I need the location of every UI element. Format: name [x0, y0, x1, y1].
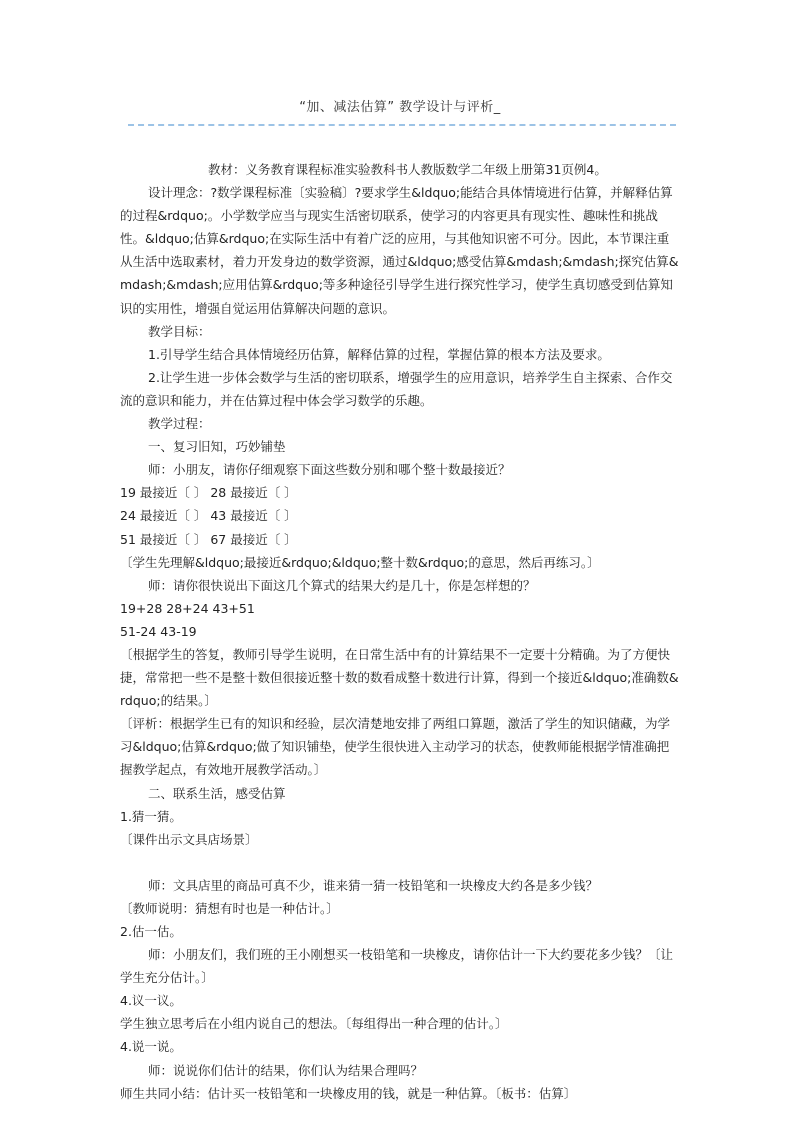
expressions-row-2: 51-24 43-19 — [120, 623, 197, 639]
teacher-explanation: 〔教师说明：猜想有时也是一种估计。〕 — [120, 900, 339, 916]
exercise-row-3: 51 最接近〔 〕 67 最接近〔 〕 — [120, 531, 297, 547]
teacher-question-3: 师：文具店里的商品可真不少，谁来猜一猜一枝铅笔和一块橡皮大约各是多少钱？ — [148, 877, 599, 893]
teacher-question-5: 师：说说你们估计的结果，你们认为结果合理吗？ — [148, 1062, 424, 1078]
section-1-heading: 一、复习旧知，巧妙铺垫 — [148, 439, 286, 455]
step-guess: 1.猜一猜。 — [120, 808, 182, 824]
document-body — [120, 158, 680, 1105]
teacher-guidance: 〔根据学生的答复，教师引导学生说明，在日常生活中有的计算结果不一定要十分精确。为了方便快捷，常常把一些不是整十数但很接近整十数的数看成整十数进行计算，得到一个接近&ldquo;准确数&rdquo;的结果。〕 — [120, 646, 679, 709]
courseware-note: 〔课件出示文具店场景〕 — [120, 831, 258, 847]
group-discussion: 学生独立思考后在小组内说自己的想法。〔每组得出一种合理的估计。〕 — [120, 1016, 508, 1032]
textbook-info: 教材：义务教育课程标准实验教科书人教版数学二年级上册第31页例4。 — [208, 162, 607, 177]
objective-1: 1.引导学生结合具体情境经历估算，解释估算的过程，掌握估算的根本方法及要求。 — [148, 346, 610, 362]
commentary-1: 〔评析：根据学生已有的知识和经验，层次清楚地安排了两组口算题，激活了学生的知识储藏，为学习&ldquo;估算&rdquo;做了知识铺垫，使学生很快进入主动学习的状态，使教师能根据学情准确把握教学起点，有效地开展教学活动。〕 — [120, 716, 671, 778]
step-estimate: 2.估一估。 — [120, 924, 182, 939]
section-2-heading: 二、联系生活，感受估算 — [148, 785, 286, 801]
exercise-row-2: 24 最接近〔 〕 43 最接近〔 〕 — [120, 508, 297, 524]
design-concept: 设计理念：?数学课程标准〔实验稿〕?要求学生&ldquo;能结合具体情境进行估算，并解释估算的过程&rdquo;。小学数学应当与现实生活密切联系，使学习的内容更具有现实性、趣味性和挑战性。&ldquo;估算&rdquo;在实际生活中有着广泛的应用，与其他知识密不可分。因此，本节课注重从生活中选取素材，着力开发身边的数学资源，通过&ldquo;感受估算&mdash;&mdash;探究估算&mdash;&mdash;应用估算&rdquo;等多种途径引导学生进行探究性学习，使学生真切感受到估算知识的实用性，增强自觉运用估算解决问题的意识。 — [120, 185, 679, 316]
exercise-note: 〔学生先理解&ldquo;最接近&rdquo;&ldquo;整十数&rdquo;的意思，然后再练习。〕 — [120, 554, 600, 570]
blank-line — [120, 851, 680, 874]
summary: 师生共同小结：估计买一枝铅笔和一块橡皮用的钱，就是一种估算。〔板书：估算〕 — [120, 1085, 577, 1101]
step-discuss: 4.议一议。 — [120, 993, 182, 1009]
step-say: 4.说一说。 — [120, 1039, 182, 1055]
teacher-question-1: 师：小朋友，请你仔细观察下面这些数分别和哪个整十数最接近？ — [148, 462, 511, 478]
teacher-question-4: 师：小朋友们，我们班的王小刚想买一枝铅笔和一块橡皮，请你估计一下大约要花多少钱？〔让学生充分估计。〕 — [120, 947, 674, 986]
objective-2: 2.让学生进一步体会数学与生活的密切联系，增强学生的应用意识，培养学生自主探索、合作交流的意识和能力，并在估算过程中体会学习数学的乐趣。 — [120, 369, 673, 408]
exercise-row-1: 19 最接近〔 〕 28 最接近〔 〕 — [120, 485, 297, 501]
process-heading: 教学过程： — [148, 416, 211, 432]
title-dashed-divider — [128, 124, 676, 126]
objectives-heading: 教学目标： — [148, 323, 211, 339]
teacher-question-2: 师：请你很快说出下面这几个算式的结果大约是几十，你是怎样想的？ — [148, 577, 536, 593]
expressions-row-1: 19+28 28+24 43+51 — [120, 600, 255, 616]
document-title: “加、减法估算” 教学设计与评析_ — [299, 100, 501, 115]
